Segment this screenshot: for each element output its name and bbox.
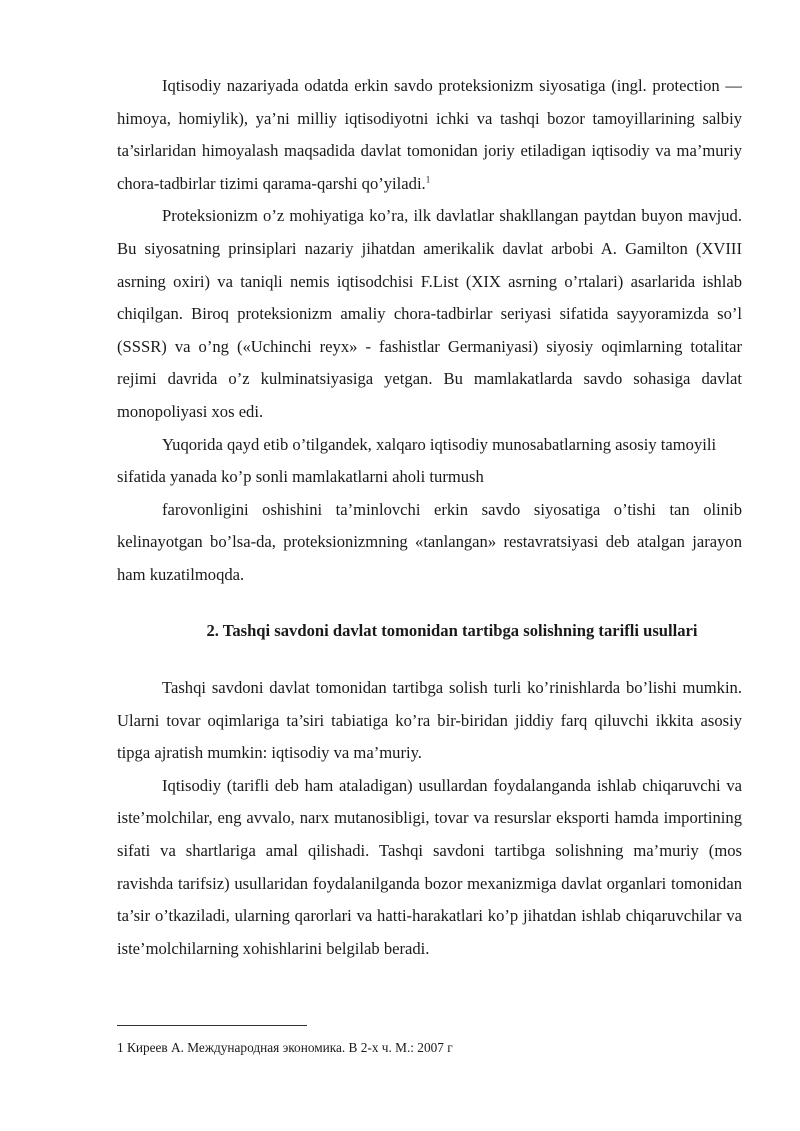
spacer — [117, 592, 742, 615]
paragraph-3b: farovonligini oshishini ta’minlovchi erkin savdo siyosatiga o’tishi tan olinib kelinayotgan bo’lsa-da, proteksionizmning «tanlangan» restavratsiyasi deb atalgan jarayon ham kuzatilmoqda. — [117, 499, 742, 584]
paragraph-5: Iqtisodiy (tarifli deb ham ataladigan) usullardan foydalanganda ishlab chiqaruvchi va iste’molchilar, eng avvalo, narx mutanosibligi, tovar va resurslar eksporti hamda importining sifati va shartlariga amal qilishadi. Tashqi savdoni tartibga solishning ma’muriy (mos ravishda tarifsiz) usullaridan foydalanilganda bozor mexanizmiga davlat organlari tomonidan ta’sir o’tkaziladi, ularning qarorlari va hatti-harakatlari ko’p jihatdan ishlab chiqaruvchilar va iste’molchilarning xohishlarini belgilab beradi. — [117, 775, 742, 958]
section-heading: 2. Tashqi savdoni davlat tomonidan tartibga solishning tarifli usullari — [206, 620, 698, 640]
footnote-divider — [117, 1025, 307, 1026]
spacer — [117, 647, 742, 672]
footnote: 1 Киреев А. Международная экономика. В 2-х ч. М.: 2007 г — [117, 1040, 453, 1055]
paragraph-4: Tashqi savdoni davlat tomonidan tartibga solish turli ko’rinishlarda bo’lishi mumkin. Ularni tovar oqimlariga ta’siri tabiatiga ko’ra bir-biridan jiddiy farq qiluvchi ikkita asosiy tipga ajratish mumkin: iqtisodiy va ma’muriy. — [117, 678, 742, 763]
paragraph-2: Proteksionizm o’z mohiyatiga ko’ra, ilk davlatlar shakllangan paytdan buyon mavjud. Bu siyosatning prinsiplari nazariy jihatdan amerikalik davlat arbobi A. Gamilton (XVIII asrning oxiri) va taniqli nemis iqtisodchisi F.List (XIX asrning o’rtalari) asarlarida ishlab chiqilgan. Biroq proteksionizm amaliy chora-tadbirlar seriyasi sifatida sayyoramizda so’l (SSSR) va o’ng («Uchinchi reyx» - fashistlar Germaniyasi) siyosiy oqimlarning totalitar rejimi davrida o’z kulminatsiyasiga yetgan. Bu mamlakatlarda savdo sohasiga davlat monopoliyasi xos edi. — [117, 206, 742, 421]
paragraph-1-text: Iqtisodiy nazariyada odatda erkin savdo proteksionizm siyosatiga (ingl. protection — himoya, homiylik), ya’ni milliy iqtisodiyotni ichki va tashqi bozor tamoyillarining salbiy ta’sirlaridan himoyalash maqsadida davlat tomonidan joriy etiladigan iqtisodiy va ma’muriy chora-tadbirlar tizimi qarama-qarshi qo’yiladi. — [117, 76, 742, 193]
paragraph-1 — [117, 70, 742, 200]
document-page — [117, 70, 742, 965]
footnote-marker[interactable]: 1 — [425, 174, 431, 185]
paragraph-3a: Yuqorida qayd etib o’tilgandek, xalqaro iqtisodiy munosabatlarning asosiy tamoyili sifatida yanada ko’p sonli mamlakatlarni aholi turmush — [117, 434, 717, 487]
